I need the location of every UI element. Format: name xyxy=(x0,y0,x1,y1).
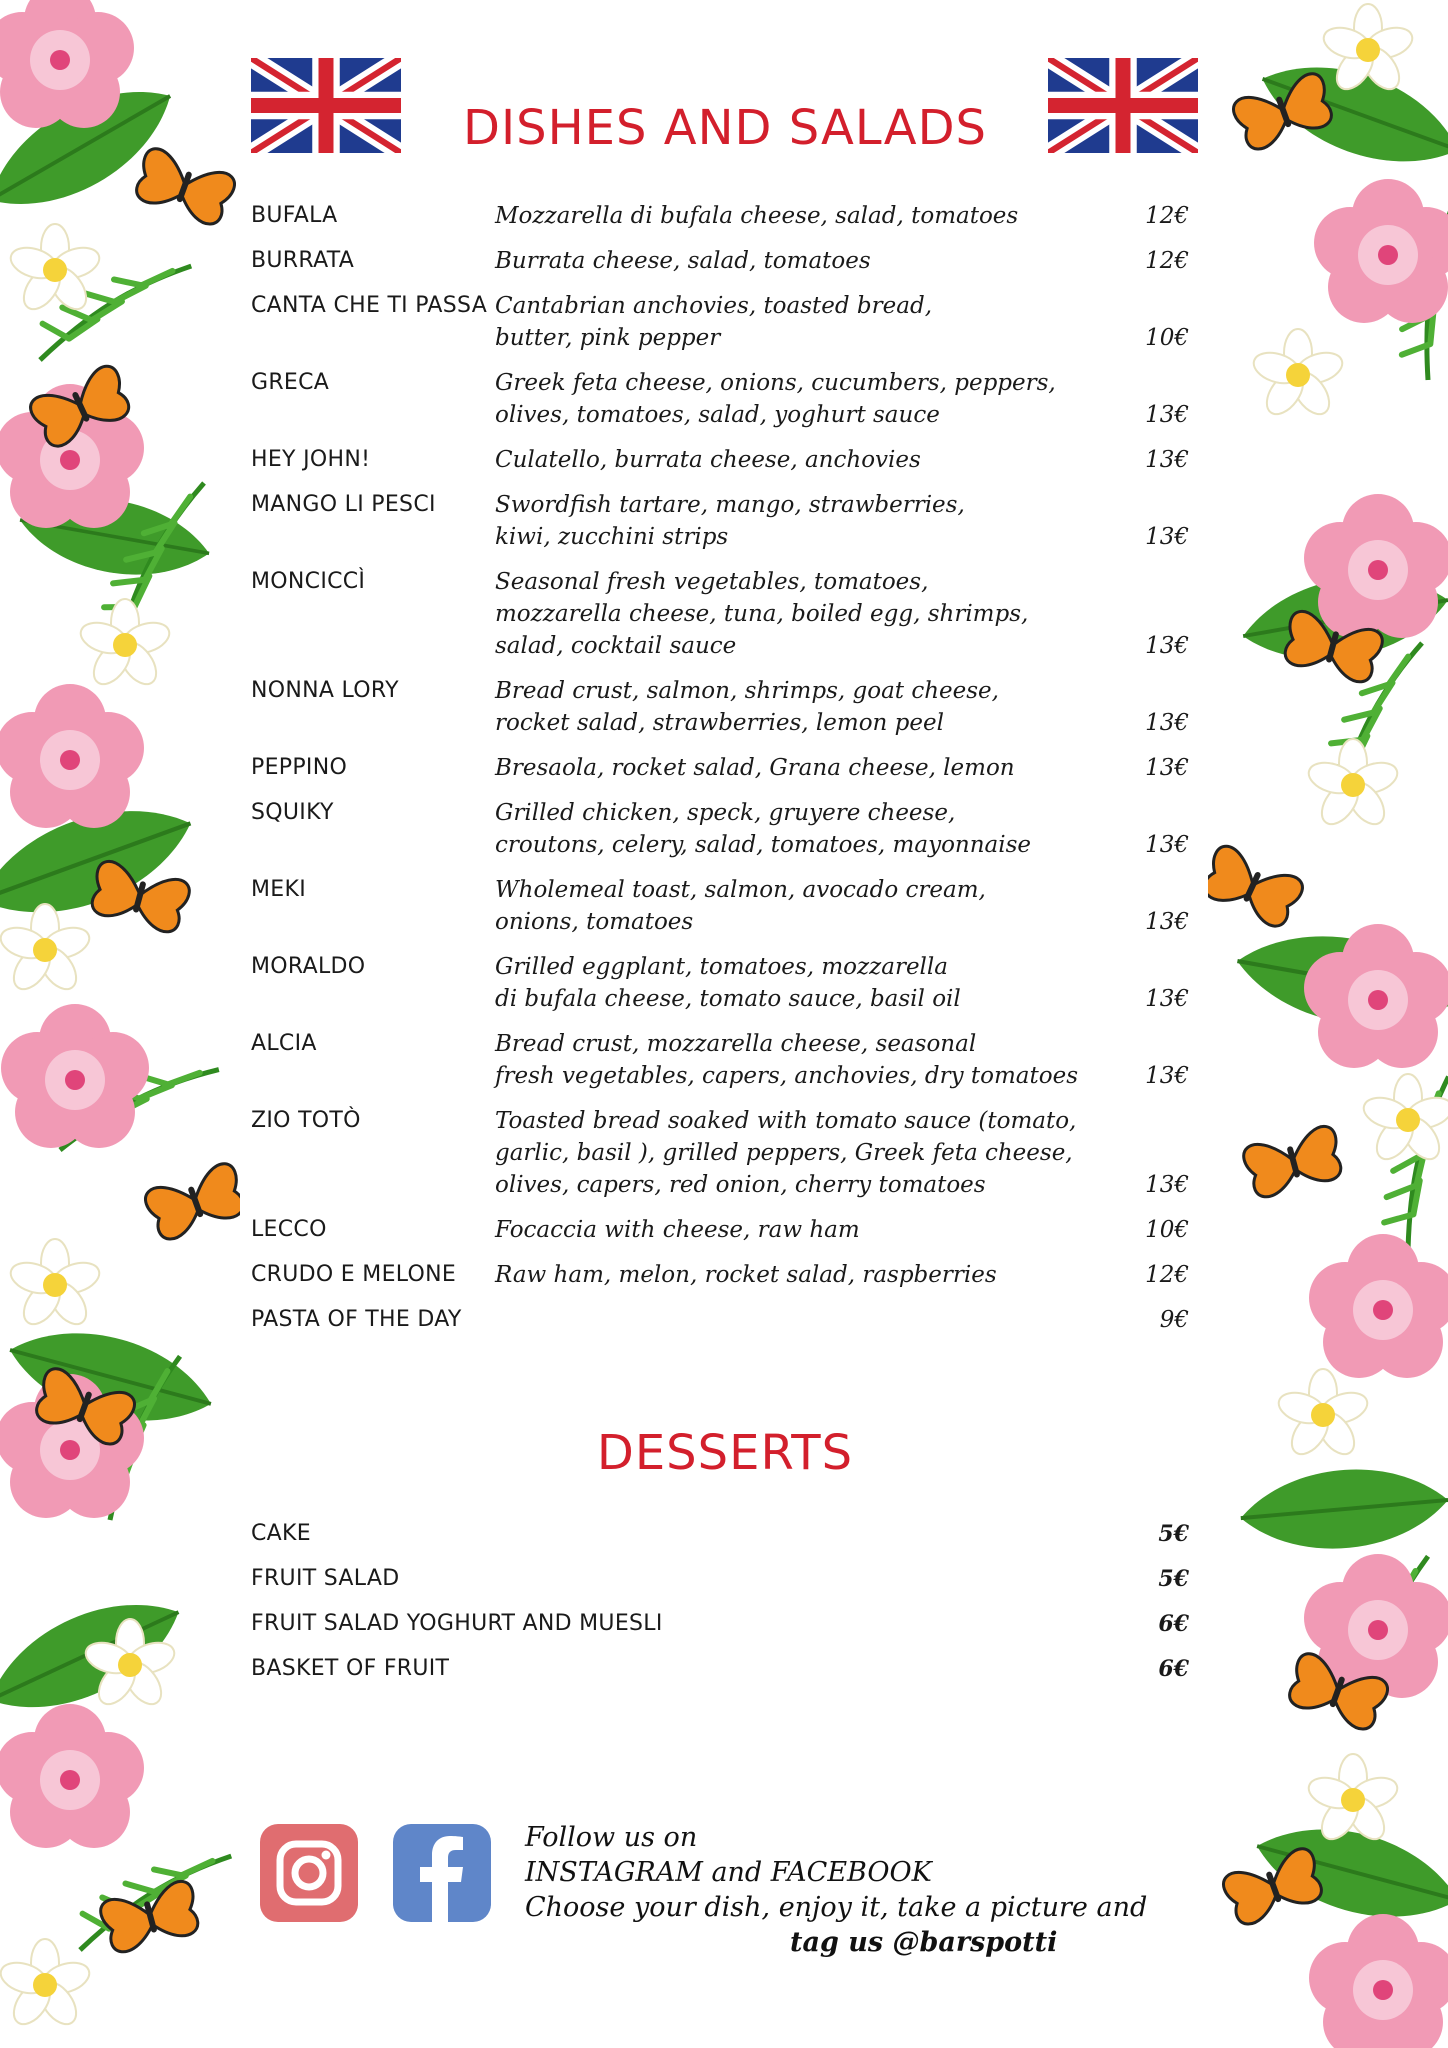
dish-name: MONCICCÌ xyxy=(251,569,366,594)
follow-line-2: INSTAGRAM and FACEBOOK xyxy=(525,1857,932,1888)
dish-description: Bresaola, rocket salad, Grana cheese, lemon xyxy=(495,755,1015,781)
dish-description: Cantabrian anchovies, toasted bread, butter, pink pepper xyxy=(495,293,933,351)
dish-name: GRECA xyxy=(251,370,330,395)
dish-row xyxy=(251,951,1189,1015)
facebook-glyph xyxy=(393,1824,491,1922)
dessert-name: BASKET OF FRUIT xyxy=(251,1656,450,1681)
dish-row xyxy=(251,444,1189,476)
dish-description: Culatello, burrata cheese, anchovies xyxy=(495,447,921,473)
dish-name: MEKI xyxy=(251,877,306,902)
dish-name: LECCO xyxy=(251,1217,327,1242)
dishes-section-title: DISHES AND SALADS xyxy=(463,100,987,156)
dish-row xyxy=(251,1304,1189,1336)
dish-row xyxy=(251,245,1189,277)
dish-price: 13€ xyxy=(1145,986,1189,1012)
dish-description: Burrata cheese, salad, tomatoes xyxy=(495,248,871,274)
instagram-icon[interactable] xyxy=(260,1824,358,1922)
dish-description: Focaccia with cheese, raw ham xyxy=(495,1217,860,1243)
dish-price: 13€ xyxy=(1145,1172,1189,1198)
dish-row xyxy=(251,290,1189,354)
dish-name: ALCIA xyxy=(251,1031,317,1056)
dessert-name: FRUIT SALAD YOGHURT AND MUESLI xyxy=(251,1611,663,1636)
dish-price: 9€ xyxy=(1159,1307,1189,1333)
dish-row xyxy=(251,797,1189,861)
dish-description: Wholemeal toast, salmon, avocado cream, onions, tomatoes xyxy=(495,877,986,935)
dish-price: 13€ xyxy=(1145,710,1189,736)
dish-row xyxy=(251,752,1189,784)
dish-row xyxy=(251,1259,1189,1291)
floral-border-right-art xyxy=(1208,0,1448,2048)
dish-price: 13€ xyxy=(1145,755,1189,781)
dish-price: 13€ xyxy=(1145,524,1189,550)
dessert-price: 5€ xyxy=(1158,1521,1189,1547)
dish-description: Swordfish tartare, mango, strawberries, kiwi, zucchini strips xyxy=(495,492,965,550)
dessert-price: 5€ xyxy=(1158,1566,1189,1592)
dessert-row xyxy=(251,1608,1189,1640)
dish-description: Greek feta cheese, onions, cucumbers, peppers, olives, tomatoes, salad, yoghurt sauce xyxy=(495,370,1056,428)
dish-price: 13€ xyxy=(1145,402,1189,428)
dish-description: Bread crust, salmon, shrimps, goat cheese, rocket salad, strawberries, lemon peel xyxy=(495,678,999,736)
dish-row xyxy=(251,675,1189,739)
follow-line-4: tag us @barspotti xyxy=(790,1927,1058,1958)
dish-description: Bread crust, mozzarella cheese, seasonal fresh vegetables, capers, anchovies, dry tomatoes xyxy=(495,1031,1078,1089)
dish-description: Grilled eggplant, tomatoes, mozzarella di bufala cheese, tomato sauce, basil oil xyxy=(495,954,961,1012)
dish-price: 12€ xyxy=(1145,203,1189,229)
follow-us-text xyxy=(525,1820,1205,1960)
dish-price: 12€ xyxy=(1145,1262,1189,1288)
dish-price: 13€ xyxy=(1145,1063,1189,1089)
dish-price: 13€ xyxy=(1145,633,1189,659)
dish-description: Mozzarella di bufala cheese, salad, tomatoes xyxy=(495,203,1019,229)
dish-price: 13€ xyxy=(1145,447,1189,473)
dish-name: PASTA OF THE DAY xyxy=(251,1307,462,1332)
dessert-price: 6€ xyxy=(1158,1656,1189,1682)
desserts-section-title: DESSERTS xyxy=(596,1425,854,1481)
dish-row xyxy=(251,566,1189,662)
dessert-row xyxy=(251,1518,1189,1550)
right-floral-border xyxy=(1208,0,1448,2048)
dessert-name: FRUIT SALAD xyxy=(251,1566,400,1591)
dessert-row xyxy=(251,1563,1189,1595)
dish-name: PEPPINO xyxy=(251,755,348,780)
dish-price: 10€ xyxy=(1145,325,1189,351)
dish-name: NONNA LORY xyxy=(251,678,399,703)
dessert-name: CAKE xyxy=(251,1521,311,1546)
floral-border-left-art xyxy=(0,0,240,2048)
left-floral-border xyxy=(0,0,240,2048)
dish-name: CANTA CHE TI PASSA xyxy=(251,293,488,318)
facebook-icon[interactable] xyxy=(393,1824,491,1922)
dessert-price: 6€ xyxy=(1158,1611,1189,1637)
dish-row xyxy=(251,367,1189,431)
dish-row xyxy=(251,489,1189,553)
dish-row xyxy=(251,1105,1189,1201)
dish-price: 10€ xyxy=(1145,1217,1189,1243)
follow-line-3: Choose your dish, enjoy it, take a picture and xyxy=(525,1892,1148,1923)
dish-description: Raw ham, melon, rocket salad, raspberries xyxy=(495,1262,997,1288)
dishes-menu-list xyxy=(251,200,1189,1349)
dish-name: MANGO LI PESCI xyxy=(251,492,436,517)
dish-description: Grilled chicken, speck, gruyere cheese, croutons, celery, salad, tomatoes, mayonnaise xyxy=(495,800,1032,858)
dessert-row xyxy=(251,1653,1189,1685)
dish-name: BURRATA xyxy=(251,248,355,273)
dish-row xyxy=(251,200,1189,232)
dish-description: Toasted bread soaked with tomato sauce (tomato, garlic, basil ), grilled peppers, Greek feta cheese, olives, capers, red onion, cherry tomatoes xyxy=(495,1108,1077,1198)
dish-row xyxy=(251,1028,1189,1092)
instagram-glyph xyxy=(260,1824,358,1922)
dish-row xyxy=(251,1214,1189,1246)
desserts-menu-list xyxy=(251,1518,1189,1698)
dish-description: Seasonal fresh vegetables, tomatoes, mozzarella cheese, tuna, boiled egg, shrimps, salad, cocktail sauce xyxy=(495,569,1029,659)
dish-name: MORALDO xyxy=(251,954,366,979)
dish-name: BUFALA xyxy=(251,203,338,228)
dish-price: 13€ xyxy=(1145,832,1189,858)
dish-price: 12€ xyxy=(1145,248,1189,274)
dish-name: HEY JOHN! xyxy=(251,447,371,472)
follow-line-1: Follow us on xyxy=(525,1822,698,1853)
dish-row xyxy=(251,874,1189,938)
dish-name: CRUDO E MELONE xyxy=(251,1262,457,1287)
dish-price: 13€ xyxy=(1145,909,1189,935)
dish-name: ZIO TOTÒ xyxy=(251,1108,361,1133)
dish-name: SQUIKY xyxy=(251,800,334,825)
